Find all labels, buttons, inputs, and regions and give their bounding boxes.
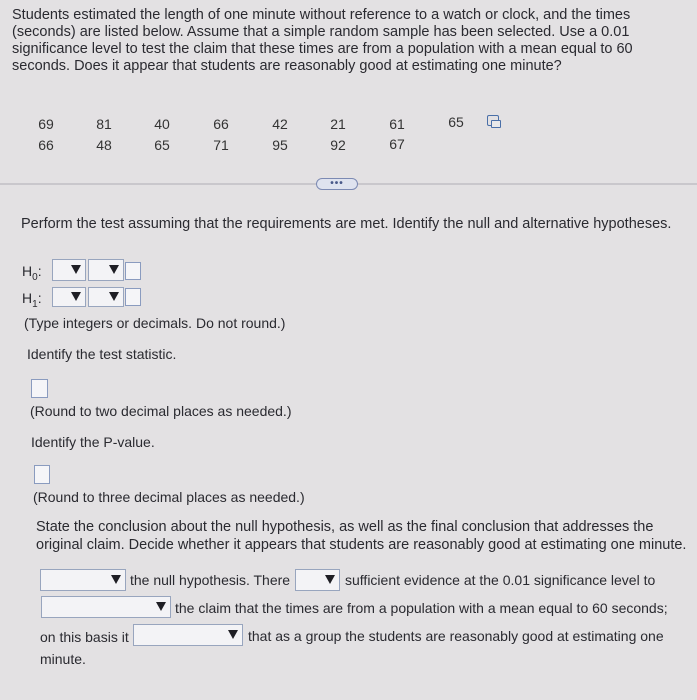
evidence-dropdown[interactable] (295, 569, 340, 591)
h1-subscript: 1 (32, 298, 38, 310)
hypotheses-note: (Type integers or decimals. Do not round.) (24, 315, 286, 331)
claim-action-dropdown[interactable] (41, 596, 171, 618)
data-value: 81 (96, 116, 112, 132)
test-statistic-prompt: Identify the test statistic. (27, 346, 177, 362)
conclusion-prompt: State the conclusion about the null hypothesis, as well as the final conclusion that addresses the original claim. Decide whether it appears that students are reasonably good at estimating one minute. (36, 519, 687, 553)
chevron-down-icon (111, 575, 121, 584)
conclusion-text-3: the claim that the times are from a population with a mean equal to 60 seconds; (175, 600, 668, 616)
chevron-down-icon (109, 265, 119, 274)
conclusion-text-1: the null hypothesis. There (130, 572, 291, 588)
hypotheses-prompt: Perform the test assuming that the requirements are met. Identify the null and alternative hypotheses. (21, 216, 672, 232)
h1-label (22, 290, 42, 313)
h0-label (22, 263, 42, 286)
data-value: 65 (448, 114, 464, 130)
h1-value-input[interactable] (125, 288, 141, 306)
data-value: 65 (154, 137, 170, 153)
test-statistic-note: (Round to two decimal places as needed.) (30, 403, 292, 419)
question-intro: Students estimated the length of one minute without reference to a watch or clock, and the times (seconds) are listed below. Assume that a simple random sample has been selected. Use a 0.01 significance level to test the claim that these times are from a population with a mean equal to 60 seconds. Does it appear that students are reasonably good at estimating one minute? (12, 7, 633, 74)
chevron-down-icon (325, 575, 335, 584)
h0-letter: H (22, 263, 33, 279)
conclusion-text-5: that as a group the students are reasonably good at estimating one (248, 628, 664, 644)
more-button[interactable]: ••• (316, 178, 358, 190)
final-conclusion-dropdown[interactable] (133, 624, 243, 646)
conclusion-text-4: on this basis it (40, 629, 129, 645)
h0-value-input[interactable] (125, 262, 141, 280)
h0-colon: : (37, 263, 42, 279)
h1-letter: H (22, 290, 33, 306)
data-value: 48 (96, 137, 112, 153)
h1-colon: : (37, 290, 42, 306)
data-value: 61 (389, 116, 405, 132)
p-value-note: (Round to three decimal places as needed.) (33, 489, 305, 505)
data-value: 71 (213, 137, 229, 153)
data-value: 66 (213, 116, 229, 132)
data-value: 66 (38, 137, 54, 153)
null-decision-dropdown[interactable] (40, 569, 126, 591)
chevron-down-icon (156, 602, 166, 611)
p-value-prompt: Identify the P-value. (31, 434, 155, 450)
conclusion-text-6: minute. (40, 651, 86, 667)
chevron-down-icon (109, 292, 119, 301)
data-value: 69 (38, 116, 54, 132)
data-value: 21 (330, 116, 346, 132)
h0-parameter-dropdown[interactable] (52, 259, 86, 281)
h1-operator-dropdown[interactable] (88, 287, 124, 307)
conclusion-text-2: sufficient evidence at the 0.01 significance level to (345, 572, 656, 588)
data-value: 95 (272, 137, 288, 153)
chevron-down-icon (71, 265, 81, 274)
h1-parameter-dropdown[interactable] (52, 287, 86, 307)
h0-operator-dropdown[interactable] (88, 259, 124, 281)
copy-data-icon[interactable] (487, 115, 499, 126)
data-value: 67 (389, 136, 405, 152)
test-statistic-input[interactable] (31, 379, 48, 398)
data-value: 40 (154, 116, 170, 132)
h0-subscript: 0 (32, 271, 38, 283)
chevron-down-icon (71, 292, 81, 301)
data-value: 92 (330, 137, 346, 153)
chevron-down-icon (228, 630, 238, 639)
data-value: 42 (272, 116, 288, 132)
p-value-input[interactable] (34, 465, 50, 484)
